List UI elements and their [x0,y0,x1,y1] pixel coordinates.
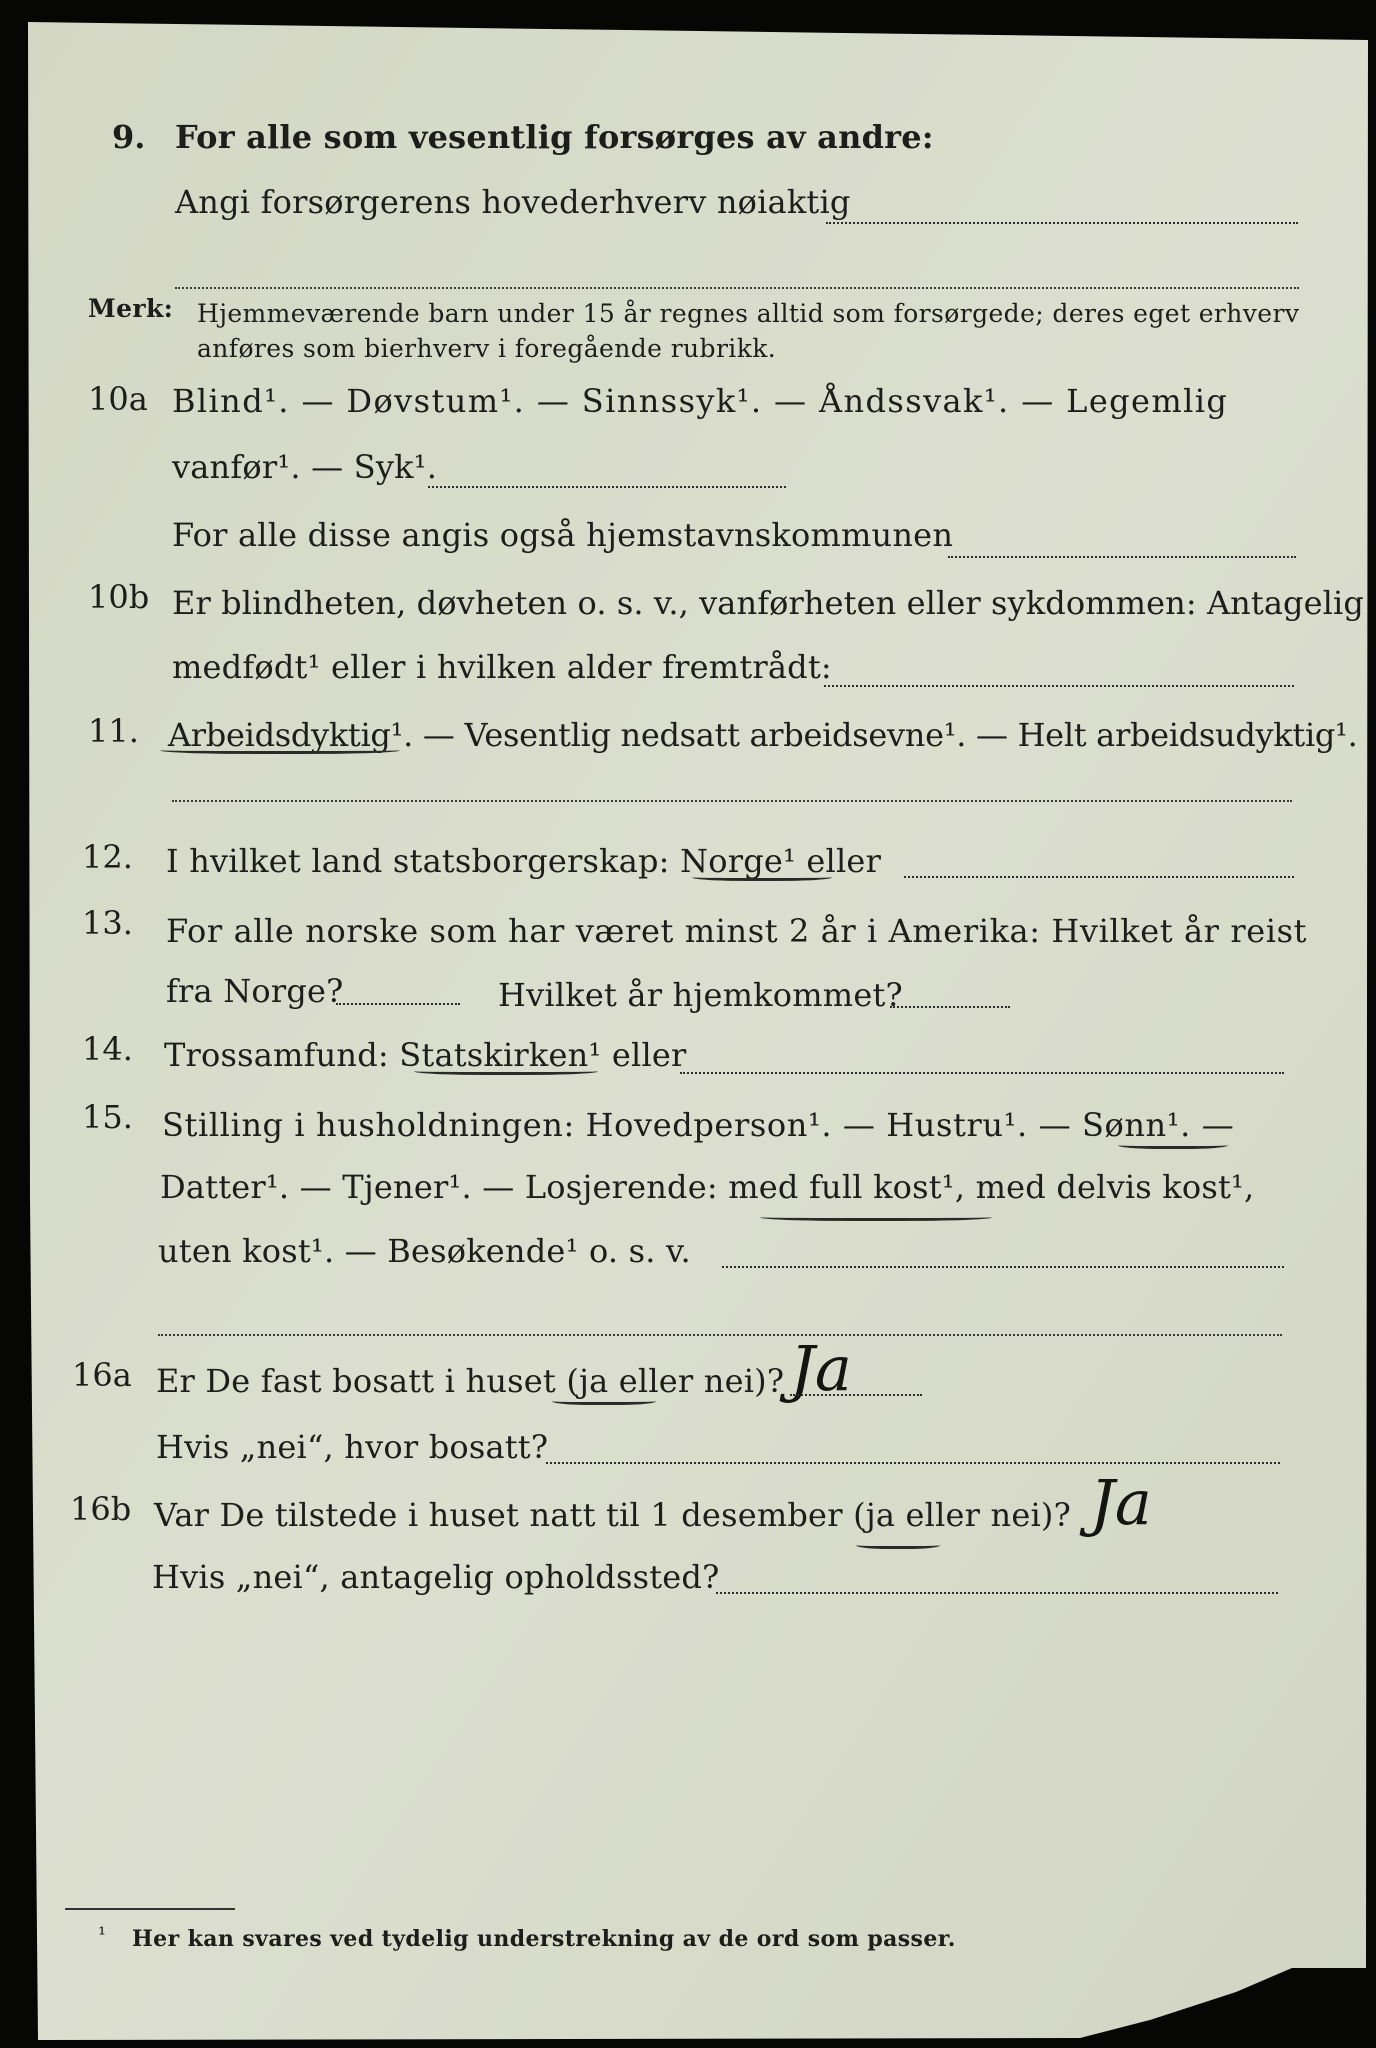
merk-text-1: Hjemmeværende barn under 15 år regnes alltid som forsørgede; deres eget erhverv [197,299,1300,328]
q11-answer-line[interactable] [172,800,1292,802]
q14-answer-line[interactable] [680,1072,1284,1074]
q9-instruction: Angi forsørgerens hovederhverv nøiaktig [175,183,851,221]
q14-underline-statskirken [414,1066,598,1075]
q16a-handwritten-answer: Ja [790,1332,852,1405]
q16a-followup: Hvis „nei“, hvor bosatt? [156,1428,549,1466]
q10a-answer-line[interactable] [428,486,786,488]
q16a-number: 16a [72,1356,132,1394]
q15-number: 15. [82,1098,133,1136]
q11-underline-arbeidsdyktig [160,745,400,754]
merk-label: Merk: [88,294,174,323]
q10a-number: 10a [88,380,148,418]
footnote-mark: ¹ [98,1922,107,1946]
q16b-handwritten-answer: Ja [1090,1466,1152,1539]
q16a-underline-ja [552,1396,656,1405]
q10b-question-2: medfødt¹ eller i hvilken alder fremtrådt: [172,648,832,686]
q10a-hjemstavn: For alle disse angis også hjemstavnskommunen [172,516,954,554]
q16a-answer-line[interactable] [790,1394,922,1396]
q13-hjemkommet-label: Hvilket år hjemkommet? [498,976,903,1014]
q10a-options-2: vanfør¹. — Syk¹. [172,448,438,486]
q15-underline-full-kost [760,1212,992,1221]
footnote-text: Her kan svares ved tydelig understrekning av de ord som passer. [132,1926,956,1952]
q15-underline-sonn [1118,1140,1228,1149]
q10a-options: Blind¹. — Døvstum¹. — Sinnssyk¹. — Åndssvak¹. — Legemlig [172,382,1229,420]
q14-number: 14. [82,1030,133,1068]
q16b-question: Var De tilstede i huset natt til 1 desember (ja eller nei)? [154,1496,1071,1534]
q15-answer-line-2[interactable] [158,1334,1282,1336]
q9-heading: For alle som vesentlig forsørges av andre: [175,118,934,156]
q16b-underline-ja [856,1540,940,1549]
q13-number: 13. [82,904,133,942]
q12-number: 12. [82,838,133,876]
q12-question: I hvilket land statsborgerskap: Norge¹ eller [166,842,882,880]
q16a-question: Er De fast bosatt i huset (ja eller nei)? [156,1362,785,1400]
q9-answer-line-2[interactable] [175,287,1299,289]
q11-options: Arbeidsdyktig¹. — Vesentlig nedsatt arbeidsevne¹. — Helt arbeidsudyktig¹. [168,716,1358,754]
q12-underline-norge [692,872,832,881]
q11-number: 11. [88,712,139,750]
q13-reist-line[interactable] [336,1003,460,1005]
q13-hjemkommet-line[interactable] [890,1006,1010,1008]
q16b-number: 16b [70,1490,132,1528]
q16b-followup-line[interactable] [716,1592,1278,1594]
q15-options: Stilling i husholdningen: Hovedperson¹. — Hustru¹. — Sønn¹. — [162,1106,1235,1144]
q16a-followup-line[interactable] [546,1462,1280,1464]
q14-question: Trossamfund: Statskirken¹ eller [164,1036,687,1074]
q12-answer-line[interactable] [904,876,1294,878]
q15-answer-line[interactable] [722,1266,1284,1268]
q10b-number: 10b [88,578,150,616]
q10b-answer-line[interactable] [824,685,1294,687]
q16b-followup: Hvis „nei“, antagelig opholdssted? [152,1558,720,1596]
q13-reist-label: fra Norge? [166,972,344,1010]
footnote-rule [65,1908,235,1910]
q13-question: For alle norske som har været minst 2 år i Amerika: Hvilket år reist [166,912,1308,950]
merk-text-2: anføres som bierhverv i foregående rubrikk. [197,334,777,363]
q15-options-2: Datter¹. — Tjener¹. — Losjerende: med full kost¹, med delvis kost¹, [160,1168,1255,1206]
q15-options-3: uten kost¹. — Besøkende¹ o. s. v. [158,1232,691,1270]
q10b-question: Er blindheten, døvheten o. s. v., vanførheten eller sykdommen: Antagelig [172,584,1364,622]
q9-number: 9. [112,118,146,156]
q10a-hjemstavn-line[interactable] [948,556,1296,558]
q9-answer-line[interactable] [826,222,1298,224]
